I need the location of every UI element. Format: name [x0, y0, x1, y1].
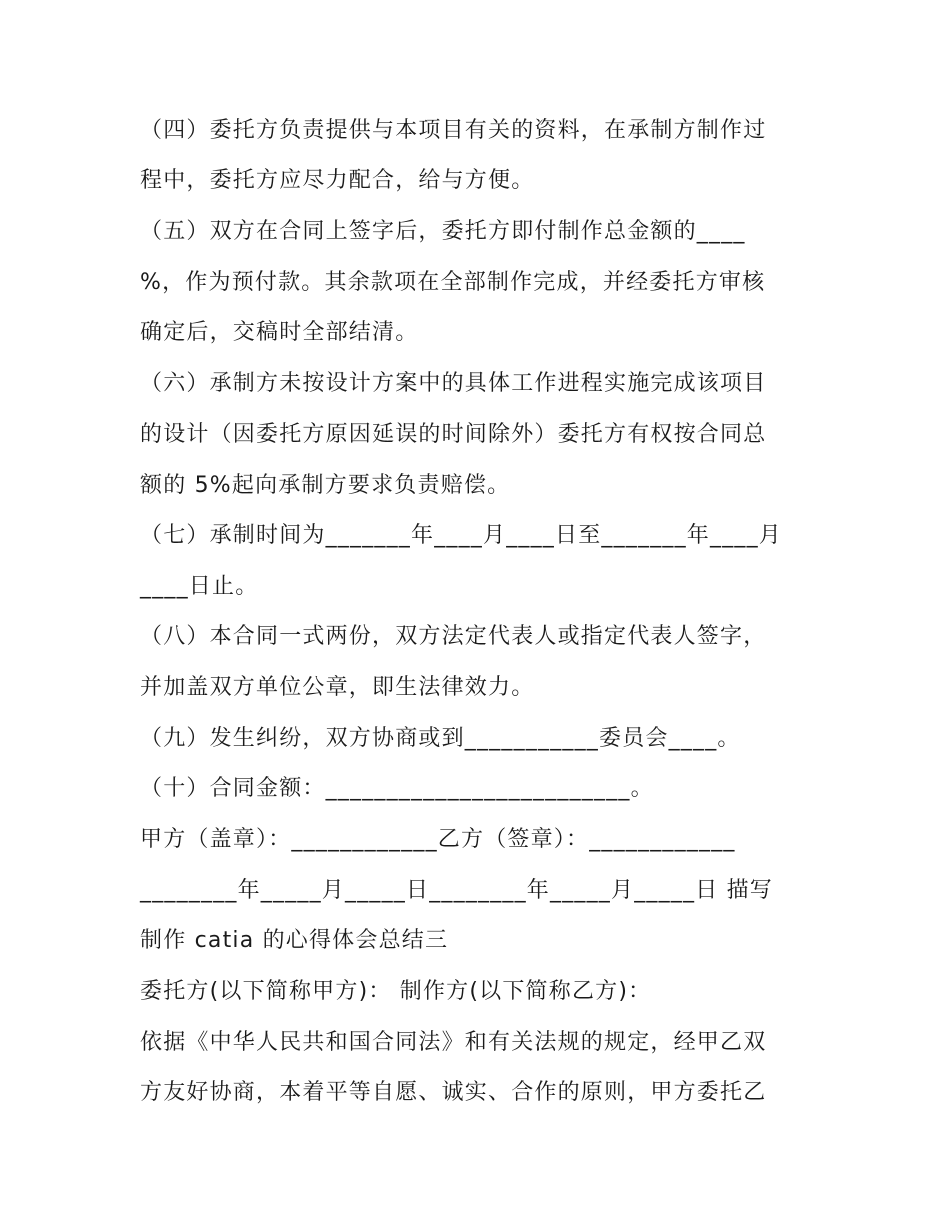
paragraph-line: 并加盖双方单位公章，即生法律效力。 [140, 675, 535, 700]
paragraph-line: （六）承制方未按设计方案中的具体工作进程实施完成该项目 [140, 371, 767, 396]
date-line: ________年_____月_____日________年_____月_____日 描写 [140, 878, 773, 903]
paragraph-line: 确定后，交稿时全部结清。 [140, 320, 419, 345]
paragraph-line: 额的 5%起向承制方要求负责赔偿。 [140, 473, 511, 498]
paragraph-line: 方友好协商，本着平等自愿、诚实、合作的原则，甲方委托乙 [140, 1080, 767, 1105]
paragraph-line: （八）本合同一式两份，双方法定代表人或指定代表人签字， [140, 624, 767, 649]
paragraph-line: （七）承制时间为_______年____月____日至_______年____月 [140, 523, 783, 548]
paragraph-line: （五）双方在合同上签字后，委托方即付制作总金额的____ [140, 219, 746, 244]
paragraph-line: 程中，委托方应尽力配合，给与方便。 [140, 168, 535, 193]
signature-line: 甲方（盖章）：____________乙方（签章）：____________ [140, 827, 736, 852]
paragraph-line: （十）合同金额：_________________________。 [140, 776, 654, 801]
paragraph-line: %，作为预付款。其余款项在全部制作完成，并经委托方审核 [140, 270, 766, 295]
paragraph-line: 的设计（因委托方原因延误的时间除外）委托方有权按合同总 [140, 422, 767, 447]
paragraph-line: （九）发生纠纷，双方协商或到___________委员会____。 [140, 726, 741, 751]
paragraph-line: （四）委托方负责提供与本项目有关的资料，在承制方制作过 [140, 118, 767, 143]
paragraph-line: 依据《中华人民共和国合同法》和有关法规的规定，经甲乙双 [140, 1030, 767, 1055]
section-heading: 制作 catia 的心得体会总结三 [140, 928, 449, 953]
paragraph-line: ____日止。 [140, 574, 259, 599]
paragraph-line: 委托方(以下简称甲方)： 制作方(以下简称乙方)： [140, 979, 652, 1004]
